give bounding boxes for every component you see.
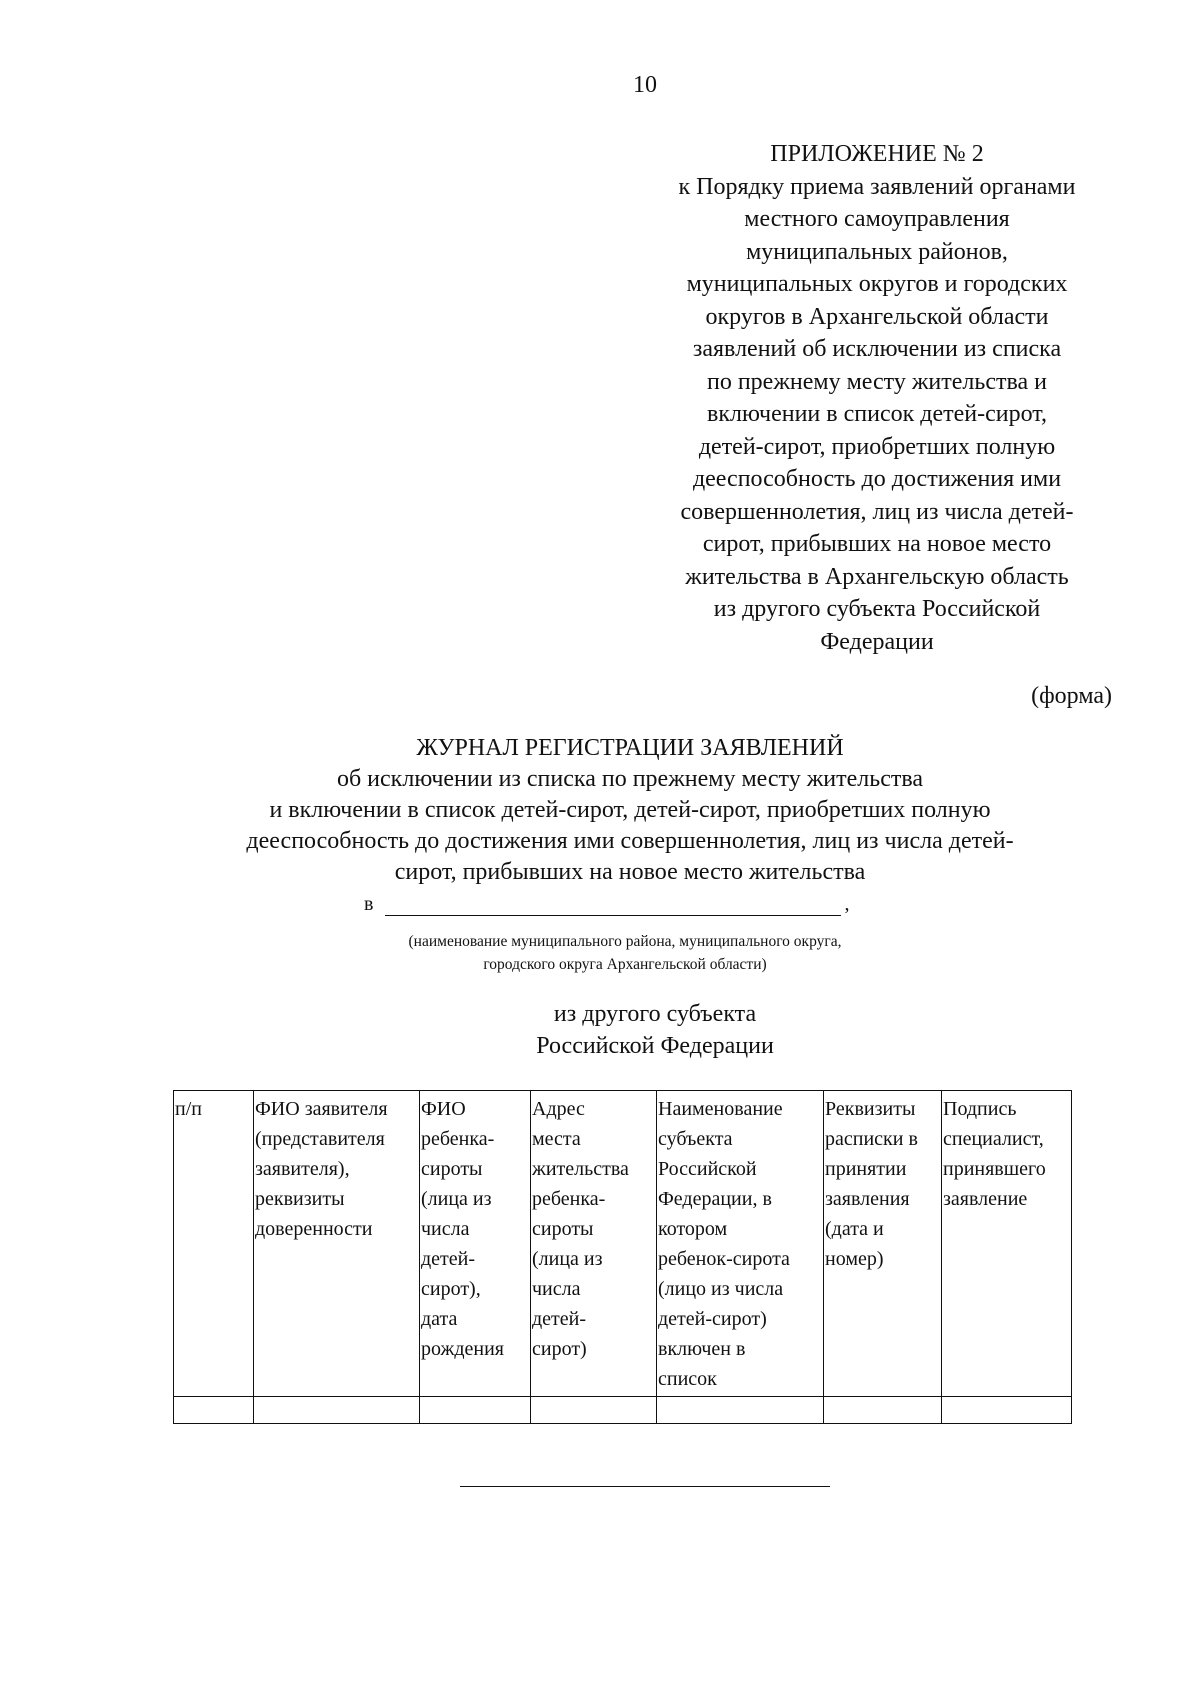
appendix-header (636, 138, 1118, 658)
table-cell (174, 1397, 254, 1424)
header-line: принявшего (943, 1158, 1046, 1180)
header-line: номер) (825, 1248, 884, 1270)
header-line: ФИО заявителя (255, 1098, 388, 1120)
header-line: сирот), (421, 1278, 481, 1300)
caption-line: (наименование муниципального района, муниципального округа, (408, 933, 842, 950)
header-line: сироты (532, 1218, 594, 1240)
appendix-line: сирот, прибывших на новое место (702, 531, 1052, 557)
municipality-blank-line (385, 896, 841, 916)
header-line: (лица из (532, 1248, 603, 1270)
header-line: заявления (825, 1188, 910, 1210)
header-line: Российской (658, 1158, 757, 1180)
journal-subtitle-line: сирот, прибывших на новое место жительства (394, 859, 866, 885)
header-line: жительства (532, 1158, 629, 1180)
blank-suffix: , (844, 893, 850, 915)
header-line: детей- (532, 1308, 587, 1330)
appendix-line: совершеннолетия, лиц из числа детей- (680, 498, 1074, 525)
header-line: числа (421, 1218, 470, 1240)
header-line: (дата и (825, 1218, 884, 1240)
column-header-signature (942, 1091, 1072, 1397)
table-cell (420, 1397, 531, 1424)
subject-text (440, 998, 870, 1062)
header-line: ФИО (421, 1098, 466, 1120)
header-line: котором (658, 1218, 728, 1240)
journal-subtitle-line: и включении в список детей-сирот, детей-сирот, приобретших полную (269, 797, 991, 823)
column-header-address (531, 1091, 657, 1397)
appendix-line: муниципальных районов, (746, 238, 1008, 265)
table-cell (657, 1397, 824, 1424)
header-line: (лицо из числа (658, 1278, 784, 1300)
journal-heading (160, 733, 1100, 888)
journal-title: ЖУРНАЛ РЕГИСТРАЦИИ ЗАЯВЛЕНИЙ (416, 735, 844, 761)
header-line: (представителя (255, 1128, 385, 1150)
header-line: числа (532, 1278, 581, 1300)
journal-subtitle-line: об исключении из списка по прежнему месту жительства (336, 766, 924, 792)
header-line: Федерации, в (658, 1188, 772, 1210)
journal-subtitle-line: дееспособность до достижения ими совершеннолетия, лиц из числа детей- (246, 828, 1014, 854)
blank-caption (300, 930, 950, 976)
appendix-line: округов в Архангельской области (705, 303, 1049, 330)
header-line: детей- (421, 1248, 476, 1270)
header-line: специалист, (943, 1128, 1044, 1150)
header-line: Наименование (658, 1098, 783, 1120)
municipality-fill-in (364, 893, 849, 916)
appendix-line: жительства в Архангельскую область (685, 563, 1069, 590)
appendix-line: Федерации (820, 628, 934, 655)
header-line: заявление (943, 1188, 1028, 1210)
appendix-line: из другого субъекта Российской (713, 596, 1041, 622)
subject-line: из другого субъекта (553, 1001, 757, 1027)
header-line: (лица из (421, 1188, 492, 1210)
table-header-row (174, 1091, 1072, 1397)
header-line: сироты (421, 1158, 483, 1180)
appendix-line: дееспособность до достижения ими (692, 466, 1062, 492)
header-line: п/п (175, 1098, 202, 1120)
header-line: ребенок-сирота (658, 1248, 790, 1270)
caption-line: городского округа Архангельской области) (483, 956, 767, 973)
header-line: Подпись (943, 1098, 1017, 1120)
header-line: субъекта (658, 1128, 733, 1150)
appendix-line: включении в список детей-сирот, (707, 401, 1047, 427)
appendix-line: заявлений об исключении из списка (692, 336, 1062, 362)
header-line: список (658, 1368, 717, 1390)
column-header-applicant (254, 1091, 420, 1397)
header-line: реквизиты (255, 1188, 345, 1210)
header-line: расписки в (825, 1128, 918, 1150)
column-header-federation-subject (657, 1091, 824, 1397)
header-line: ребенка- (532, 1188, 606, 1210)
table-cell (824, 1397, 942, 1424)
header-line: сирот) (532, 1338, 587, 1360)
column-header-number (174, 1091, 254, 1397)
header-line: ребенка- (421, 1128, 495, 1150)
header-line: Реквизиты (825, 1098, 916, 1120)
appendix-title: ПРИЛОЖЕНИЕ № 2 (770, 141, 984, 167)
header-line: включен в (658, 1338, 746, 1360)
appendix-line: муниципальных округов и городских (686, 271, 1068, 297)
header-line: места (532, 1128, 581, 1150)
header-line: детей-сирот) (658, 1308, 767, 1330)
closing-rule (460, 1486, 830, 1487)
header-line: доверенности (255, 1218, 373, 1240)
table-row (174, 1397, 1072, 1424)
appendix-line: местного самоуправления (744, 206, 1010, 232)
appendix-line: детей-сирот, приобретших полную (698, 433, 1056, 460)
table-cell (942, 1397, 1072, 1424)
appendix-line: к Порядку приема заявлений органами (678, 173, 1076, 200)
form-label: (форма) (1031, 683, 1112, 709)
appendix-line: по прежнему месту жительства и (706, 368, 1047, 395)
header-line: принятии (825, 1158, 907, 1180)
column-header-orphan-name (420, 1091, 531, 1397)
table-cell (254, 1397, 420, 1424)
table-cell (531, 1397, 657, 1424)
header-line: дата (421, 1308, 458, 1330)
subject-line: Российской Федерации (536, 1033, 774, 1059)
header-line: заявителя), (255, 1158, 350, 1180)
header-line: Адрес (532, 1098, 585, 1120)
blank-prefix: в (364, 893, 374, 915)
page-number: 10 (633, 72, 657, 98)
column-header-receipt-details (824, 1091, 942, 1397)
header-line: рождения (421, 1338, 504, 1360)
registration-table (173, 1090, 1072, 1424)
